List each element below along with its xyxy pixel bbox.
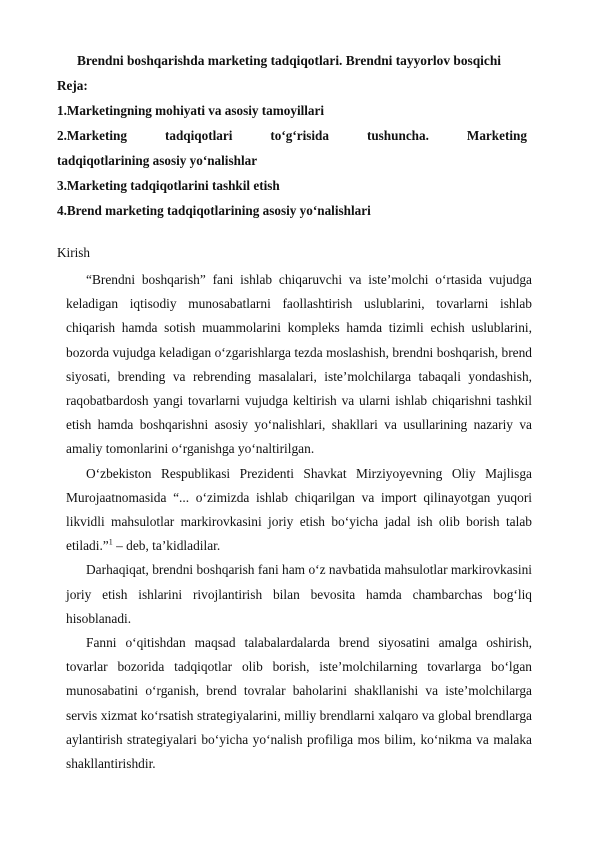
plan-item-2-continuation: tadqiqotlarining asosiy yo‘nalishlar	[57, 153, 258, 168]
plan-item-3: 3.Marketing tadqiqotlarini tashkil etish	[57, 178, 280, 193]
plan-item-2-word-4: tushuncha.	[366, 128, 429, 143]
intro-heading: Kirish	[57, 245, 90, 260]
paragraph-2	[66, 462, 532, 559]
plan-item-2-word-2: tadqiqotlari	[164, 128, 233, 143]
plan-item-2	[57, 128, 527, 144]
paragraph-2-tail: – deb, ta’kidladilar.	[112, 538, 221, 554]
document-title: Brendni boshqarishda marketing tadqiqotlari. Brendni tayyorlov bosqichi	[77, 53, 502, 68]
paragraph-2-text: O‘zbekiston Respublikasi Prezidenti Shavkat Mirziyoyevning Oliy Majlisga Murojaatnomasida “... o‘zimizda ishlab chiqarilgan va import qilinayotgan yuqori likvidli mahsulotlar markirovkasini joriy etish bo‘yicha jadal ish olib borish talab etiladi.”	[66, 465, 532, 554]
plan-item-4: 4.Brend marketing tadqiqotlarining asosiy yo‘nalishlari	[57, 203, 371, 218]
plan-item-2-word-1: 2.Marketing	[57, 128, 127, 143]
plan-item-2-word-3: to‘g‘risida	[270, 128, 329, 143]
paragraph-1: “Brendni boshqarish” fani ishlab chiqaruvchi va iste’molchi o‘rtasida vujudga keladigan iqtisodiy munosabatlarni faollashtirish uslublarini, tovarlarni ishlab chiqarish hamda sotish muammolarini kompleks hamda tizimli echish uslublarini, bozorda vujudga keladigan o‘zgarishlarga tezda moslashish, brendni boshqarish, brend siyosati, brending va rebrending masalalari, iste’molchilarga tabaqali yondashish, raqobatbardosh yangi tovarlarni vujudga keltirish va ularni ishlab chiqarishni tashkil etish hamda boshqarishni asosiy yo‘nalishlari, shakllari va usullarining nazariy va amaliy tomonlarini o‘rganishga yo‘naltirilgan.	[66, 272, 532, 457]
plan-item-1: 1.Marketingning mohiyati va asosiy tamoyillari	[57, 103, 325, 118]
footnote-reference[interactable]: 1	[108, 537, 113, 547]
paragraph-3: Darhaqiqat, brendni boshqarish fani ham o‘z navbatida mahsulotlar markirovkasini joriy etish ishlarini rivojlantirish bilan bevosita hamda chambarchas bog‘liq hisoblanadi.	[66, 562, 532, 626]
body-text	[66, 268, 532, 776]
paragraph-4: Fanni o‘qitishdan maqsad talabalardalarda brend siyosatini amalga oshirish, tovarlar bozorida tadqiqotlar olib borish, iste’molchilarning tovarlarga bo‘lgan munosabatini o‘rganish, brend tovralar baholarini shakllanishi va iste’molchilarga servis xizmat ko‘rsatish strategiyalarini, milliy brendlarni xalqaro va global brendlarga aylantirish strategiyalari bo‘yicha yo‘nalish profiliga mos bilim, ko‘nikma va malaka shakllantirishdir.	[66, 635, 532, 772]
plan-item-2-word-5: Marketing	[466, 128, 527, 143]
plan-label: Reja:	[57, 78, 88, 93]
